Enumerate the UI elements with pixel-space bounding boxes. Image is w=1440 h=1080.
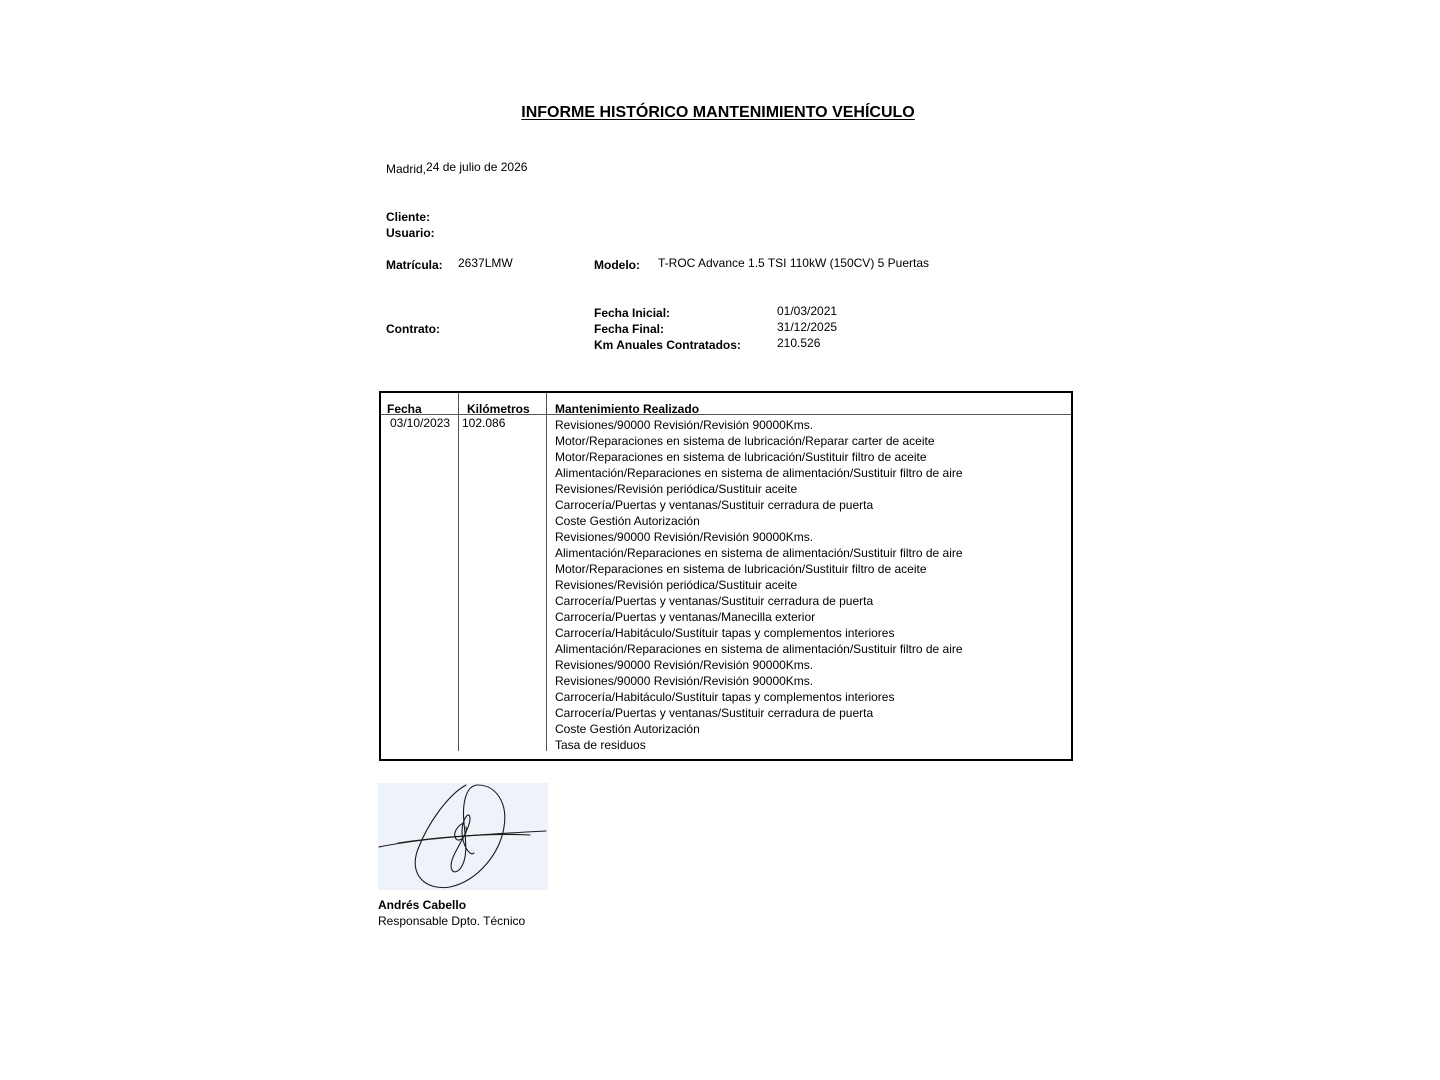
row-fecha: 03/10/2023 (390, 416, 451, 430)
document-date: 24 de julio de 2026 (426, 160, 528, 174)
list-item: Revisiones/Revisión periódica/Sustituir aceite (555, 578, 798, 592)
list-item: Coste Gestión Autorización (555, 514, 700, 528)
contrato-label: Contrato: (386, 322, 440, 336)
place-date (386, 162, 527, 176)
place-label: Madrid, (386, 162, 427, 176)
list-item: Carrocería/Puertas y ventanas/Manecilla exterior (555, 610, 816, 624)
column-divider (546, 393, 547, 751)
fecha-final-value: 31/12/2025 (777, 320, 838, 334)
km-anuales-value: 210.526 (777, 336, 821, 350)
list-item: Tasa de residuos (555, 738, 646, 752)
list-item: Alimentación/Reparaciones en sistema de alimentación/Sustituir filtro de aire (555, 466, 963, 480)
list-item: Carrocería/Puertas y ventanas/Sustituir cerradura de puerta (555, 594, 874, 608)
list-item: Revisiones/90000 Revisión/Revisión 90000Kms. (555, 674, 814, 688)
handwritten-signature (378, 783, 548, 890)
column-divider (458, 393, 459, 751)
document-title: INFORME HISTÓRICO MANTENIMIENTO VEHÍCULO (521, 104, 915, 121)
list-item: Carrocería/Habitáculo/Sustituir tapas y complementos interiores (555, 626, 895, 640)
list-item: Alimentación/Reparaciones en sistema de alimentación/Sustituir filtro de aire (555, 642, 963, 656)
list-item: Revisiones/90000 Revisión/Revisión 90000Kms. (555, 530, 814, 544)
signatory-name: Andrés Cabello (378, 898, 467, 912)
signature-drawing (378, 783, 548, 890)
fecha-final-label: Fecha Final: (594, 322, 665, 336)
list-item: Carrocería/Puertas y ventanas/Sustituir cerradura de puerta (555, 498, 874, 512)
list-item: Motor/Reparaciones en sistema de lubricación/Sustituir filtro de aceite (555, 450, 927, 464)
list-item: Carrocería/Habitáculo/Sustituir tapas y complementos interiores (555, 690, 895, 704)
list-item: Carrocería/Puertas y ventanas/Sustituir cerradura de puerta (555, 706, 874, 720)
list-item: Revisiones/Revisión periódica/Sustituir aceite (555, 482, 798, 496)
matricula-value: 2637LMW (458, 256, 513, 270)
header-mantenimiento: Mantenimiento Realizado (555, 402, 700, 416)
header-fecha: Fecha (387, 402, 422, 416)
fecha-inicial-label: Fecha Inicial: (594, 306, 671, 320)
list-item: Motor/Reparaciones en sistema de lubricación/Reparar carter de aceite (555, 434, 935, 448)
fecha-inicial-value: 01/03/2021 (777, 304, 838, 318)
usuario-label: Usuario: (386, 226, 435, 240)
list-item: Coste Gestión Autorización (555, 722, 700, 736)
list-item: Revisiones/90000 Revisión/Revisión 90000Kms. (555, 658, 814, 672)
row-kilometros: 102.086 (462, 416, 506, 430)
maintenance-table (379, 391, 1073, 761)
modelo-label: Modelo: (594, 258, 640, 272)
km-anuales-label: Km Anuales Contratados: (594, 338, 741, 352)
header-kilometros: Kilómetros (467, 402, 530, 416)
modelo-value: T-ROC Advance 1.5 TSI 110kW (150CV) 5 Puertas (658, 256, 930, 270)
list-item: Revisiones/90000 Revisión/Revisión 90000Kms. (555, 418, 814, 432)
list-item: Alimentación/Reparaciones en sistema de alimentación/Sustituir filtro de aire (555, 546, 963, 560)
maintenance-list (555, 417, 963, 753)
signatory-role: Responsable Dpto. Técnico (378, 914, 526, 928)
matricula-label: Matrícula: (386, 258, 443, 272)
cliente-label: Cliente: (386, 210, 431, 224)
list-item: Motor/Reparaciones en sistema de lubricación/Sustituir filtro de aceite (555, 562, 927, 576)
